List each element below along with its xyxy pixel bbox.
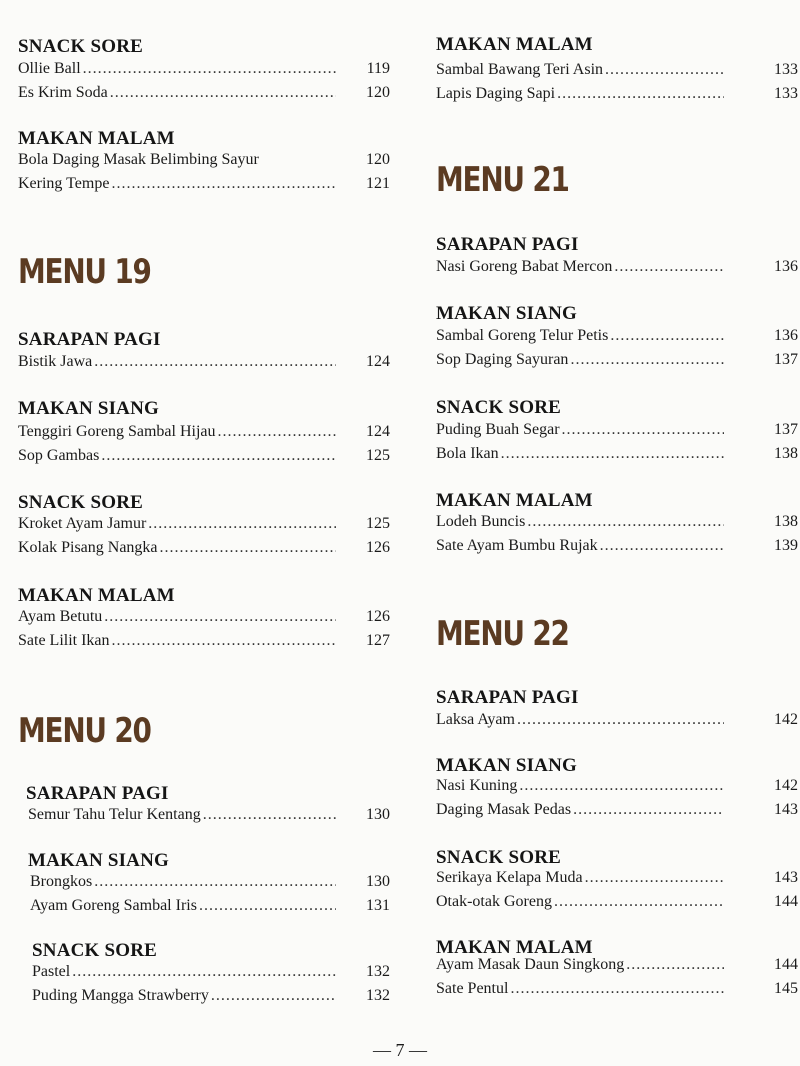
item-name: Daging Masak Pedas bbox=[436, 801, 572, 818]
item-page: 120 bbox=[366, 151, 390, 168]
section-title: SNACK SORE bbox=[436, 397, 561, 418]
item-page: 120 bbox=[366, 84, 390, 101]
list-item[interactable] bbox=[28, 806, 390, 830]
item-page: 142 bbox=[774, 777, 798, 794]
list-item[interactable] bbox=[436, 513, 798, 537]
item-name: Ayam Masak Daun Singkong bbox=[436, 956, 625, 973]
item-page: 124 bbox=[366, 353, 390, 370]
list-item[interactable] bbox=[436, 421, 798, 445]
menu-heading: MENU 21 bbox=[436, 160, 569, 200]
item-page: 144 bbox=[774, 956, 798, 973]
item-name: Ayam Goreng Sambal Iris bbox=[30, 897, 197, 914]
section-title: SNACK SORE bbox=[18, 36, 143, 57]
item-name: Bola Daging Masak Belimbing Sayur bbox=[18, 151, 259, 168]
item-name: Nasi Goreng Babat Mercon bbox=[436, 258, 613, 275]
item-page: 125 bbox=[366, 447, 390, 464]
item-page: 136 bbox=[774, 327, 798, 344]
list-item[interactable] bbox=[436, 869, 798, 893]
list-item[interactable] bbox=[32, 987, 390, 1011]
section-items bbox=[436, 61, 798, 109]
section-items bbox=[18, 151, 390, 199]
section-items bbox=[436, 869, 798, 917]
section-items bbox=[436, 421, 798, 469]
item-page: 145 bbox=[774, 980, 798, 997]
item-page: 144 bbox=[774, 893, 798, 910]
list-item[interactable] bbox=[436, 445, 798, 469]
list-item[interactable] bbox=[436, 85, 798, 109]
list-item[interactable] bbox=[18, 515, 390, 539]
item-name: Ollie Ball bbox=[18, 60, 81, 77]
item-page: 131 bbox=[366, 897, 390, 914]
item-name: Lapis Daging Sapi bbox=[436, 85, 556, 102]
item-name: Puding Mangga Strawberry bbox=[32, 987, 209, 1004]
list-item[interactable] bbox=[32, 963, 390, 987]
menu-heading: MENU 19 bbox=[18, 252, 151, 292]
item-page: 133 bbox=[774, 85, 798, 102]
item-name: Sate Ayam Bumbu Rujak bbox=[436, 537, 598, 554]
item-page: 132 bbox=[366, 987, 390, 1004]
section-title: SARAPAN PAGI bbox=[18, 329, 161, 350]
list-item[interactable] bbox=[18, 423, 390, 447]
list-item[interactable] bbox=[18, 151, 390, 175]
item-page: 137 bbox=[774, 351, 798, 368]
list-item[interactable] bbox=[18, 447, 390, 471]
list-item[interactable] bbox=[436, 777, 798, 801]
item-name: Tenggiri Goreng Sambal Hijau bbox=[18, 423, 216, 440]
item-name: Sate Lilit Ikan bbox=[18, 632, 110, 649]
section-items bbox=[436, 956, 798, 1004]
item-page: 143 bbox=[774, 869, 798, 886]
item-page: 138 bbox=[774, 513, 798, 530]
item-name: Puding Buah Segar bbox=[436, 421, 560, 438]
item-page: 137 bbox=[774, 421, 798, 438]
section-title: MAKAN MALAM bbox=[436, 490, 593, 511]
list-item[interactable] bbox=[30, 897, 390, 921]
section-items bbox=[18, 353, 390, 377]
item-name: Sate Pentul bbox=[436, 980, 509, 997]
item-name: Kroket Ayam Jamur bbox=[18, 515, 147, 532]
item-page: 138 bbox=[774, 445, 798, 462]
item-page: 139 bbox=[774, 537, 798, 554]
section-items bbox=[32, 963, 390, 1011]
list-item[interactable] bbox=[436, 711, 798, 735]
item-name: Kolak Pisang Nangka bbox=[18, 539, 158, 556]
section-title: MAKAN SIANG bbox=[18, 398, 160, 419]
item-name: Sambal Goreng Telur Petis bbox=[436, 327, 609, 344]
list-item[interactable] bbox=[436, 801, 798, 825]
list-item[interactable] bbox=[18, 60, 390, 84]
item-page: 143 bbox=[774, 801, 798, 818]
section-items bbox=[18, 60, 390, 108]
item-name: Semur Tahu Telur Kentang bbox=[28, 806, 201, 823]
section-items bbox=[436, 711, 798, 735]
item-name: Kering Tempe bbox=[18, 175, 110, 192]
item-name: Sambal Bawang Teri Asin bbox=[436, 61, 604, 78]
item-page: 119 bbox=[366, 60, 390, 77]
list-item[interactable] bbox=[436, 61, 798, 85]
section-items bbox=[436, 327, 798, 375]
list-item[interactable] bbox=[436, 327, 798, 351]
item-name: Sop Gambas bbox=[18, 447, 100, 464]
item-name: Laksa Ayam bbox=[436, 711, 515, 728]
item-name: Nasi Kuning bbox=[436, 777, 518, 794]
item-page: 121 bbox=[366, 175, 390, 192]
section-items bbox=[18, 423, 390, 471]
section-title: SNACK SORE bbox=[18, 492, 143, 513]
item-page: 133 bbox=[774, 61, 798, 78]
list-item[interactable] bbox=[18, 175, 390, 199]
item-name: Serikaya Kelapa Muda bbox=[436, 869, 583, 886]
section-items bbox=[436, 258, 798, 282]
list-item[interactable] bbox=[18, 539, 390, 563]
list-item[interactable] bbox=[18, 608, 390, 632]
item-name: Es Krim Soda bbox=[18, 84, 108, 101]
section-title: SARAPAN PAGI bbox=[26, 783, 169, 804]
item-page: 126 bbox=[366, 539, 390, 556]
item-page: 130 bbox=[366, 873, 390, 890]
item-page: 136 bbox=[774, 258, 798, 275]
section-title: SNACK SORE bbox=[436, 847, 561, 868]
section-items bbox=[18, 515, 390, 563]
list-item[interactable] bbox=[30, 873, 390, 897]
section-title: MAKAN MALAM bbox=[18, 585, 175, 606]
menu-heading: MENU 22 bbox=[436, 614, 569, 654]
item-name: Bistik Jawa bbox=[18, 353, 93, 370]
section-items bbox=[436, 513, 798, 561]
list-item[interactable] bbox=[18, 353, 390, 377]
section-title: MAKAN SIANG bbox=[436, 755, 578, 776]
section-title: MAKAN SIANG bbox=[28, 850, 170, 871]
item-page: 125 bbox=[366, 515, 390, 532]
list-item[interactable] bbox=[436, 537, 798, 561]
item-page: 130 bbox=[366, 806, 390, 823]
section-title: MAKAN MALAM bbox=[436, 937, 593, 958]
section-title: MAKAN MALAM bbox=[436, 34, 593, 55]
section-title: MAKAN MALAM bbox=[18, 128, 175, 149]
page-number: — 7 — bbox=[373, 1040, 427, 1060]
list-item[interactable] bbox=[18, 632, 390, 656]
item-name: Brongkos bbox=[30, 873, 93, 890]
section-title: SNACK SORE bbox=[32, 940, 157, 961]
item-name: Pastel bbox=[32, 963, 71, 980]
list-item[interactable] bbox=[18, 84, 390, 108]
menu-heading: MENU 20 bbox=[18, 711, 151, 751]
item-page: 124 bbox=[366, 423, 390, 440]
item-page: 126 bbox=[366, 608, 390, 625]
section-items bbox=[28, 806, 390, 830]
section-items bbox=[30, 873, 390, 921]
item-name: Ayam Betutu bbox=[18, 608, 103, 625]
list-item[interactable] bbox=[436, 258, 798, 282]
item-page: 132 bbox=[366, 963, 390, 980]
section-title: SARAPAN PAGI bbox=[436, 687, 579, 708]
item-name: Otak-otak Goreng bbox=[436, 893, 552, 910]
item-name: Sop Daging Sayuran bbox=[436, 351, 569, 368]
section-items bbox=[436, 777, 798, 825]
section-title: MAKAN SIANG bbox=[436, 303, 578, 324]
list-item[interactable] bbox=[436, 351, 798, 375]
item-page: 142 bbox=[774, 711, 798, 728]
list-item[interactable] bbox=[436, 980, 798, 1004]
item-name: Lodeh Buncis bbox=[436, 513, 526, 530]
section-items bbox=[18, 608, 390, 656]
list-item[interactable] bbox=[436, 956, 798, 980]
item-page: 127 bbox=[366, 632, 390, 649]
item-name: Bola Ikan bbox=[436, 445, 499, 462]
section-title: SARAPAN PAGI bbox=[436, 234, 579, 255]
list-item[interactable] bbox=[436, 893, 798, 917]
